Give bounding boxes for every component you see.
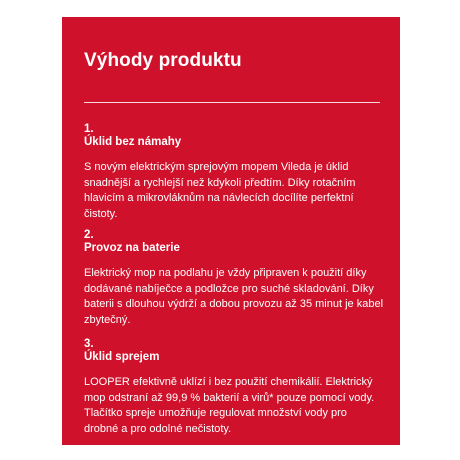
benefit-heading: Úklid bez námahy [84,136,182,148]
benefit-heading: Provoz na baterie [84,242,180,254]
benefit-number: 2. [84,229,94,241]
benefit-text: LOOPER efektivně uklízí i bez použití chemikálií. Elektrický mop odstraní až 99,9 % bakterií a virů* pouze pomocí vody. Tlačítko spreje umožňuje regulovat množství vody pro drobné a pro odolné nečistoty. [84,376,375,435]
benefit-text: S novým elektrickým sprejovým mopem Vileda je úklid snadnější a rychlejší než kdykoli předtím. Díky rotačním hlavicím a mikrovláknům na návlecích docílíte perfektní čistoty. [84,161,356,220]
benefit-number: 3. [84,338,94,350]
benefit-section-2 [84,229,384,328]
title-divider [84,102,380,103]
panel-title: Výhody produktu [84,50,242,71]
benefit-text: Elektrický mop na podlahu je vždy připraven k použití díky dodávané nabíječce a podložce pro suché skladování. Díky baterii s dlouhou výdrží a dobou provozu až 35 minut je kabel zbytečný. [84,267,384,326]
benefit-section-1 [84,123,384,222]
benefit-number: 1. [84,123,94,135]
benefit-heading: Úklid sprejem [84,351,160,363]
product-benefits-panel [62,17,400,445]
benefit-section-3 [84,338,384,437]
